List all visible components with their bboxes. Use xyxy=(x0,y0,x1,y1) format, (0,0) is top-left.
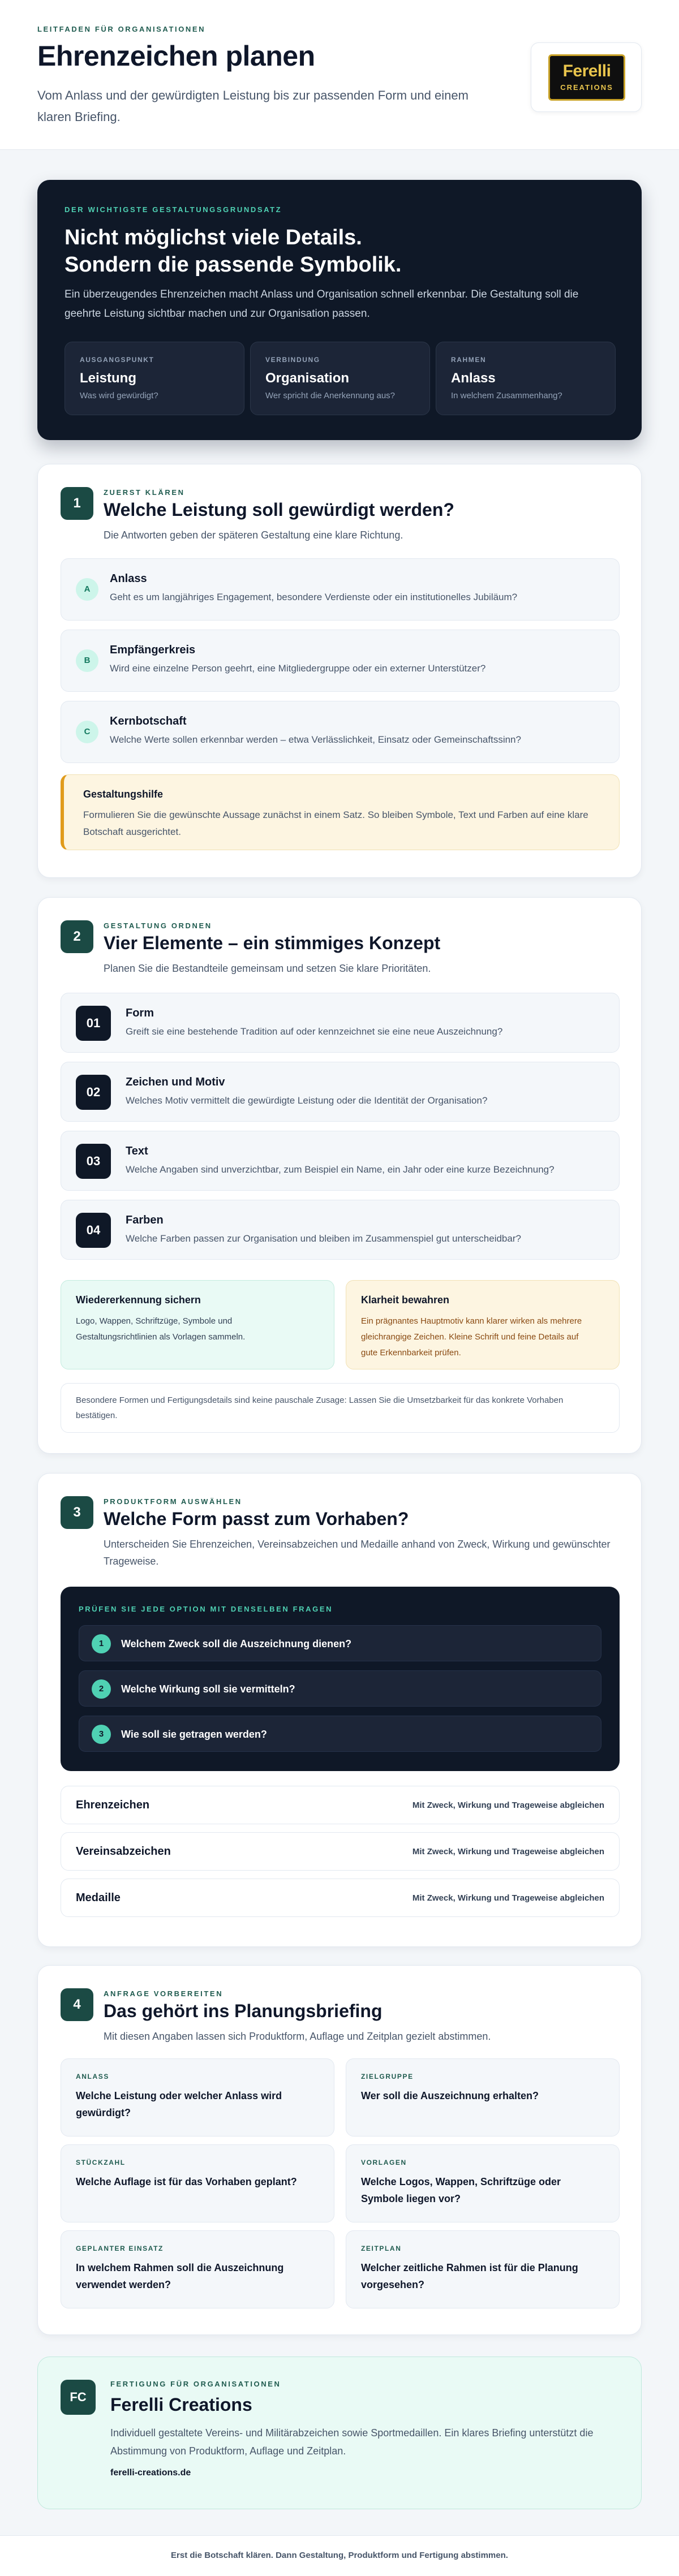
element-number: 04 xyxy=(76,1213,111,1248)
question-text: Welche Wirkung soll sie vermitteln? xyxy=(121,1683,295,1695)
element-title: Form xyxy=(126,1007,154,1019)
section-kicker: ANFRAGE VORBEREITEN xyxy=(104,1989,224,1998)
section-kicker: GESTALTUNG ORDNEN xyxy=(104,921,212,930)
section-title: Welche Leistung soll gewürdigt werden? xyxy=(104,499,454,520)
list-item-empfaengerkreis xyxy=(61,630,620,692)
header-intro: Vom Anlass und der gewürdigten Leistung bis zur passenden Form und einem klaren Briefing. xyxy=(37,88,469,124)
element-text: Welche Angaben sind unverzichtbar, zum Beispiel ein Name, ein Jahr oder eine kurze Bezeichnung? xyxy=(126,1164,555,1175)
briefing-label: STÜCKZAHL xyxy=(76,2159,126,2166)
hero-title xyxy=(65,224,402,278)
hero-card-sub: Wer spricht die Anerkennung aus? xyxy=(265,391,396,400)
section-lead: Mit diesen Angaben lassen sich Produktform, Auflage und Zeitplan gezielt abstimmen. xyxy=(104,2031,491,2042)
section-title: Vier Elemente – ein stimmiges Konzept xyxy=(104,933,441,953)
brand-logo[interactable] xyxy=(531,42,642,112)
briefing-card-vorlagen xyxy=(346,2144,620,2222)
briefing-label: ZEITPLAN xyxy=(361,2245,402,2252)
tip-text: Logo, Wappen, Schriftzüge, Symbole und Gestaltungsrichtlinien als Vorlagen sammeln. xyxy=(76,1316,246,1342)
brand-initials: FC xyxy=(61,2380,96,2415)
option-action: Mit Zweck, Wirkung und Trageweise abgleichen xyxy=(412,1800,604,1810)
header-kicker: LEITFADEN FÜR ORGANISATIONEN xyxy=(37,25,206,33)
item-text: Welche Werte sollen erkennbar werden – etwa Verlässlichkeit, Einsatz oder Gemeinschaftssinn? xyxy=(110,734,521,745)
hero-card-sub: Was wird gewürdigt? xyxy=(80,391,158,400)
feasibility-note xyxy=(61,1383,620,1433)
item-title: Anlass xyxy=(110,572,147,585)
briefing-question: Wer soll die Auszeichnung erhalten? xyxy=(361,2090,539,2101)
tip-title: Wiedererkennung sichern xyxy=(76,1294,201,1306)
briefing-label: ANLASS xyxy=(76,2073,109,2080)
principle-hero xyxy=(37,180,642,440)
step-number: 2 xyxy=(61,920,93,953)
page-header xyxy=(0,0,679,150)
briefing-question: Welche Logos, Wappen, Schriftzüge oder Symbole liegen vor? xyxy=(361,2176,561,2204)
brand-title: Ferelli Creations xyxy=(110,2394,252,2415)
element-number: 03 xyxy=(76,1144,111,1179)
hero-title-line-1: Nicht möglichst viele Details. xyxy=(65,226,362,249)
hero-card-value: Leistung xyxy=(80,371,136,386)
section-lead: Die Antworten geben der späteren Gestaltung eine klare Richtung. xyxy=(104,529,403,541)
logo-wordmark: Ferelli xyxy=(562,62,611,80)
step-number: 3 xyxy=(61,1496,93,1529)
page-footer xyxy=(0,2535,679,2576)
hint-text: Formulieren Sie die gewünschte Aussage zunächst in einem Satz. So bleiben Symbole, Text und Farben auf eine klare Botschaft ausgerichtet. xyxy=(83,809,588,837)
briefing-card-stueckzahl xyxy=(61,2144,334,2222)
section-briefing xyxy=(37,1965,642,2335)
question-row xyxy=(79,1716,601,1752)
option-action: Mit Zweck, Wirkung und Trageweise abgleichen xyxy=(412,1847,604,1856)
element-number: 01 xyxy=(76,1006,111,1041)
briefing-label: GEPLANTER EINSATZ xyxy=(76,2245,164,2252)
note-text: Besondere Formen und Fertigungsdetails sind keine pauschale Zusage: Lassen Sie die Umsetzbarkeit für das konkrete Vorhaben bestätigen. xyxy=(76,1395,564,1420)
section-kicker: PRODUKTFORM AUSWÄHLEN xyxy=(104,1497,242,1506)
briefing-card-zielgruppe xyxy=(346,2058,620,2136)
element-title: Farben xyxy=(126,1214,164,1226)
item-title: Kernbotschaft xyxy=(110,715,187,727)
element-row-farben xyxy=(61,1200,620,1260)
logo-badge xyxy=(548,54,625,101)
question-number: 3 xyxy=(92,1725,111,1744)
element-title: Text xyxy=(126,1145,148,1157)
briefing-question: Welcher zeitliche Rahmen ist für die Planung vorgesehen? xyxy=(361,2262,578,2290)
option-title: Ehrenzeichen xyxy=(76,1799,150,1811)
question-row xyxy=(79,1670,601,1707)
section-lead: Unterscheiden Sie Ehrenzeichen, Vereinsabzeichen und Medaille anhand von Zweck, Wirkung und gewünschter Trageweise. xyxy=(104,1539,611,1567)
element-row-form xyxy=(61,993,620,1053)
option-action: Mit Zweck, Wirkung und Trageweise abgleichen xyxy=(412,1893,604,1903)
footer-text: Erst die Botschaft klären. Dann Gestaltung, Produktform und Fertigung abstimmen. xyxy=(171,2551,508,2560)
hero-card-organisation xyxy=(250,342,430,415)
option-title: Medaille xyxy=(76,1892,121,1904)
hero-card-leistung xyxy=(65,342,244,415)
brand-card xyxy=(37,2357,642,2509)
hero-card-value: Organisation xyxy=(265,371,350,386)
item-text: Wird eine einzelne Person geehrt, eine Mitgliedergruppe oder ein externer Unterstützer? xyxy=(110,663,486,674)
question-text: Welchem Zweck soll die Auszeichnung dienen? xyxy=(121,1638,352,1649)
element-title: Zeichen und Motiv xyxy=(126,1076,225,1088)
question-number: 1 xyxy=(92,1634,111,1653)
section-elemente xyxy=(37,897,642,1454)
question-row xyxy=(79,1625,601,1661)
item-letter: A xyxy=(76,578,98,601)
element-row-motiv xyxy=(61,1062,620,1122)
question-text: Wie soll sie getragen werden? xyxy=(121,1729,267,1740)
question-panel xyxy=(61,1587,620,1771)
hero-card-anlass xyxy=(436,342,616,415)
briefing-card-anlass xyxy=(61,2058,334,2136)
section-leistung xyxy=(37,464,642,878)
step-number: 4 xyxy=(61,1988,93,2021)
hero-card-sub: In welchem Zusammenhang? xyxy=(451,391,562,400)
option-ehrenzeichen[interactable] xyxy=(61,1786,620,1824)
brand-kicker: FERTIGUNG FÜR ORGANISATIONEN xyxy=(110,2380,281,2388)
briefing-label: ZIELGRUPPE xyxy=(361,2073,414,2080)
section-lead: Planen Sie die Bestandteile gemeinsam und setzen Sie klare Prioritäten. xyxy=(104,963,431,974)
design-hint-callout xyxy=(61,774,620,850)
item-letter: B xyxy=(76,649,98,672)
list-item-anlass xyxy=(61,558,620,621)
section-kicker: ZUERST KLÄREN xyxy=(104,488,185,497)
item-title: Empfängerkreis xyxy=(110,644,196,656)
element-text: Welches Motiv vermittelt die gewürdigte Leistung oder die Identität der Organisation? xyxy=(126,1095,488,1106)
item-text: Geht es um langjähriges Engagement, besondere Verdienste oder ein institutionelles Jubiläum? xyxy=(110,592,518,602)
section-produktform xyxy=(37,1473,642,1947)
option-medaille[interactable] xyxy=(61,1879,620,1917)
panel-kicker: PRÜFEN SIE JEDE OPTION MIT DENSELBEN FRAGEN xyxy=(79,1605,333,1613)
item-letter: C xyxy=(76,721,98,743)
hint-title: Gestaltungshilfe xyxy=(83,789,164,800)
brand-website-link[interactable]: ferelli-creations.de xyxy=(110,2468,191,2478)
page-title: Ehrenzeichen planen xyxy=(37,40,315,72)
element-text: Welche Farben passen zur Organisation und bleiben im Zusammenspiel gut unterscheidbar? xyxy=(126,1233,521,1244)
hero-card-value: Anlass xyxy=(451,371,496,386)
element-row-text xyxy=(61,1131,620,1191)
brand-text: Individuell gestaltete Vereins- und Militärabzeichen sowie Sportmedaillen. Ein klares Briefing unterstützt die Abstimmung von Produktform, Auflage und Zeitplan. xyxy=(110,2427,594,2457)
tip-recognition xyxy=(61,1280,334,1369)
hero-card-label: RAHMEN xyxy=(451,356,487,364)
logo-subline: CREATIONS xyxy=(560,83,613,92)
briefing-question: Welche Auflage ist für das Vorhaben geplant? xyxy=(76,2176,297,2187)
option-title: Vereinsabzeichen xyxy=(76,1845,171,1858)
tip-clarity xyxy=(346,1280,620,1369)
hero-card-label: VERBINDUNG xyxy=(265,356,320,364)
briefing-card-zeitplan xyxy=(346,2230,620,2308)
step-number: 1 xyxy=(61,487,93,520)
briefing-label: VORLAGEN xyxy=(361,2159,407,2166)
tip-text: Ein prägnantes Hauptmotiv kann klarer wirken als mehrere gleichrangige Zeichen. Kleine Schrift und feine Details auf gute Erkennbarkeit prüfen. xyxy=(361,1316,582,1358)
question-number: 2 xyxy=(92,1679,111,1699)
briefing-question: Welche Leistung oder welcher Anlass wird gewürdigt? xyxy=(76,2090,282,2118)
element-text: Greift sie eine bestehende Tradition auf oder kennzeichnet sie eine neue Auszeichnung? xyxy=(126,1026,503,1037)
list-item-kernbotschaft xyxy=(61,701,620,763)
hero-title-line-2: Sondern die passende Symbolik. xyxy=(65,253,402,277)
tip-title: Klarheit bewahren xyxy=(361,1294,450,1306)
briefing-card-einsatz xyxy=(61,2230,334,2308)
hero-card-label: AUSGANGSPUNKT xyxy=(80,356,154,364)
hero-text: Ein überzeugendes Ehrenzeichen macht Anlass und Organisation schnell erkennbar. Die Gestaltung soll die geehrte Leistung sichtbar machen und zur Organisation passen. xyxy=(65,288,579,320)
element-number: 02 xyxy=(76,1075,111,1110)
section-title: Das gehört ins Planungsbriefing xyxy=(104,2001,383,2021)
option-vereinsabzeichen[interactable] xyxy=(61,1832,620,1871)
hero-kicker: DER WICHTIGSTE GESTALTUNGSGRUNDSATZ xyxy=(65,205,282,214)
briefing-question: In welchem Rahmen soll die Auszeichnung verwendet werden? xyxy=(76,2262,284,2290)
section-title: Welche Form passt zum Vorhaben? xyxy=(104,1509,409,1529)
